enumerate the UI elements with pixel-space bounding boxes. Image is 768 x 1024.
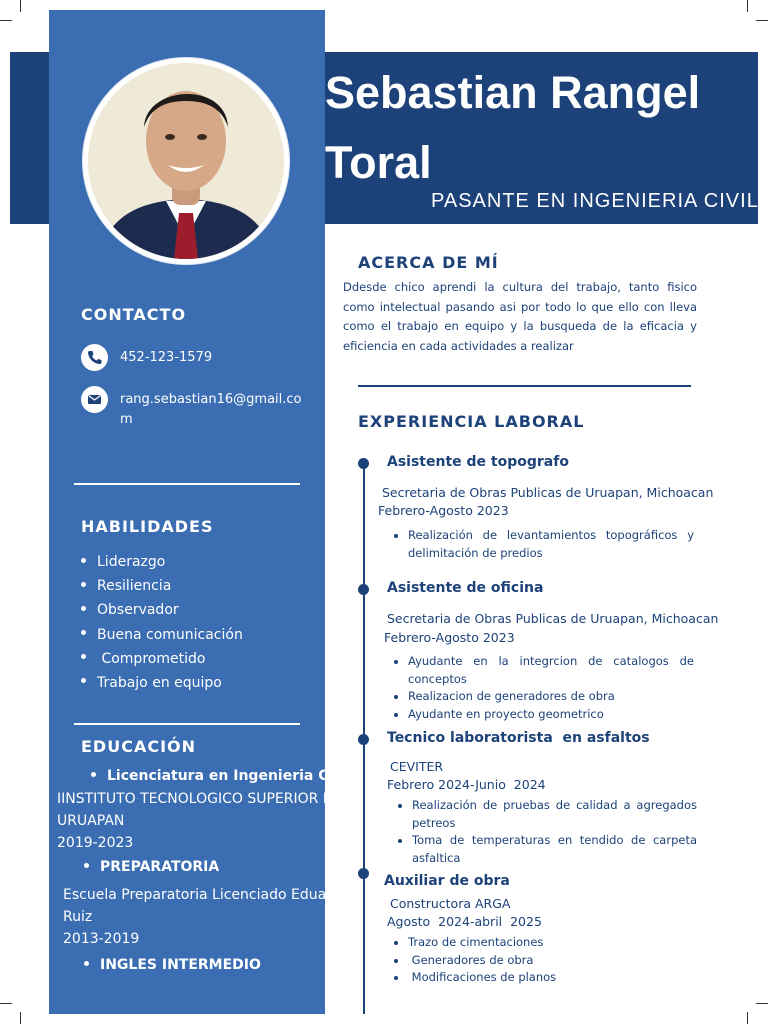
skill-label: Resiliencia [97, 578, 172, 595]
person-portrait-icon [88, 63, 284, 259]
full-name [325, 58, 745, 198]
timeline-dot [358, 734, 369, 745]
job-duties [392, 934, 692, 987]
sidebar-divider [74, 483, 300, 485]
job-title: Tecnico laboratorista en asfaltos [387, 730, 650, 746]
list-item [81, 649, 243, 673]
skill-label: Trabajo en equipo [97, 674, 222, 691]
job-duties [396, 797, 697, 867]
education-school: Escuela Preparatoria Licenciado Eduardo Ruiz 2013-2019 [63, 887, 350, 947]
crop-mark [756, 1003, 768, 1004]
education-heading: EDUCACIÓN [81, 737, 197, 756]
list-item [81, 576, 243, 600]
phone-icon [81, 344, 108, 371]
crop-mark [0, 20, 12, 21]
education-degree: Licenciatura en Ingenieria Civil [91, 768, 352, 784]
job-title: Auxiliar de obra [384, 873, 510, 889]
job-duties [392, 527, 694, 562]
job-dates: Febrero 2024-Junio 2024 [387, 777, 546, 792]
education-school: IINSTITUTO TECNOLOGICO SUPERIOR DE URUAPAN 2019-2023 [57, 791, 343, 851]
name-line-2: Toral [325, 137, 432, 188]
job-org: Constructora ARGA [390, 896, 511, 911]
timeline-dot [358, 458, 369, 469]
timeline-dot [358, 868, 369, 879]
profile-photo-image [88, 63, 284, 259]
about-text: Ddesde chico aprendi la cultura del trabajo, tanto fisico como intelectual pasando asi por todo lo que ello con lleva como el trabajo en equipo y la busqueda de la eficacia y eficiencia en cada actividades a realizar [343, 280, 697, 353]
about-heading: ACERCA DE MÍ [358, 253, 499, 272]
crop-mark [747, 1012, 748, 1024]
email-line-1: rang.sebastian16@gmail.co [120, 392, 302, 407]
education-degree: PREPARATORIA [84, 859, 219, 875]
list-item: Toma de temperaturas en tendido de carpeta asfaltica [396, 832, 697, 867]
skill-label: Liderazgo [97, 554, 166, 570]
job-role: PASANTE EN INGENIERIA CIVIL [431, 190, 759, 212]
sidebar-divider [74, 723, 300, 725]
name-line-1: Sebastian Rangel [325, 67, 701, 118]
list-item: Trazo de cimentaciones [392, 934, 692, 952]
timeline-dot [358, 584, 369, 595]
crop-mark [20, 0, 21, 12]
skill-label: Buena comunicación [97, 626, 243, 643]
email-line-2: m [120, 412, 133, 427]
list-item [81, 600, 243, 624]
crop-mark [20, 1012, 21, 1024]
job-dates: Agosto 2024-abril 2025 [387, 914, 542, 929]
list-item: Modificaciones de planos [392, 969, 692, 987]
skills-list [81, 552, 243, 697]
crop-mark [747, 0, 748, 12]
crop-mark [756, 20, 768, 21]
skill-label: Comprometido [97, 650, 206, 667]
list-item [81, 673, 243, 697]
list-item: Realizacion de generadores de obra [392, 688, 694, 706]
list-item: Realización de pruebas de calidad a agregados petreos [396, 797, 697, 832]
job-org: Secretaria de Obras Publicas de Uruapan, Michoacan [378, 485, 714, 500]
list-item [81, 625, 243, 649]
job-title: Asistente de topografo [387, 454, 569, 470]
job-title: Asistente de oficina [387, 580, 544, 596]
list-item: Realización de levantamientos topográficos y delimitación de predios [392, 527, 694, 562]
phone-number[interactable]: 452-123-1579 [120, 350, 213, 365]
envelope-icon [81, 386, 108, 413]
list-item: Ayudante en la integrcion de catalogos de conceptos [392, 653, 694, 688]
job-org: Secretaria de Obras Publicas de Uruapan, Michoacan [387, 611, 719, 626]
email-address[interactable] [120, 390, 302, 430]
education-language: INGLES INTERMEDIO [84, 957, 261, 973]
job-duties [392, 653, 694, 723]
contact-heading: CONTACTO [81, 305, 187, 324]
crop-mark [0, 1003, 12, 1004]
job-dates: Febrero-Agosto 2023 [378, 503, 509, 518]
job-org: CEVITER [390, 759, 444, 774]
profile-photo [83, 58, 289, 264]
list-item [81, 552, 243, 576]
skill-label: Observador [97, 602, 179, 619]
list-item: Ayudante en proyecto geometrico [392, 706, 694, 724]
skills-heading: HABILIDADES [81, 517, 214, 536]
section-divider [358, 385, 691, 387]
job-dates: Febrero-Agosto 2023 [384, 630, 515, 645]
list-item: Generadores de obra [392, 952, 692, 970]
experience-heading: EXPERIENCIA LABORAL [358, 412, 585, 431]
